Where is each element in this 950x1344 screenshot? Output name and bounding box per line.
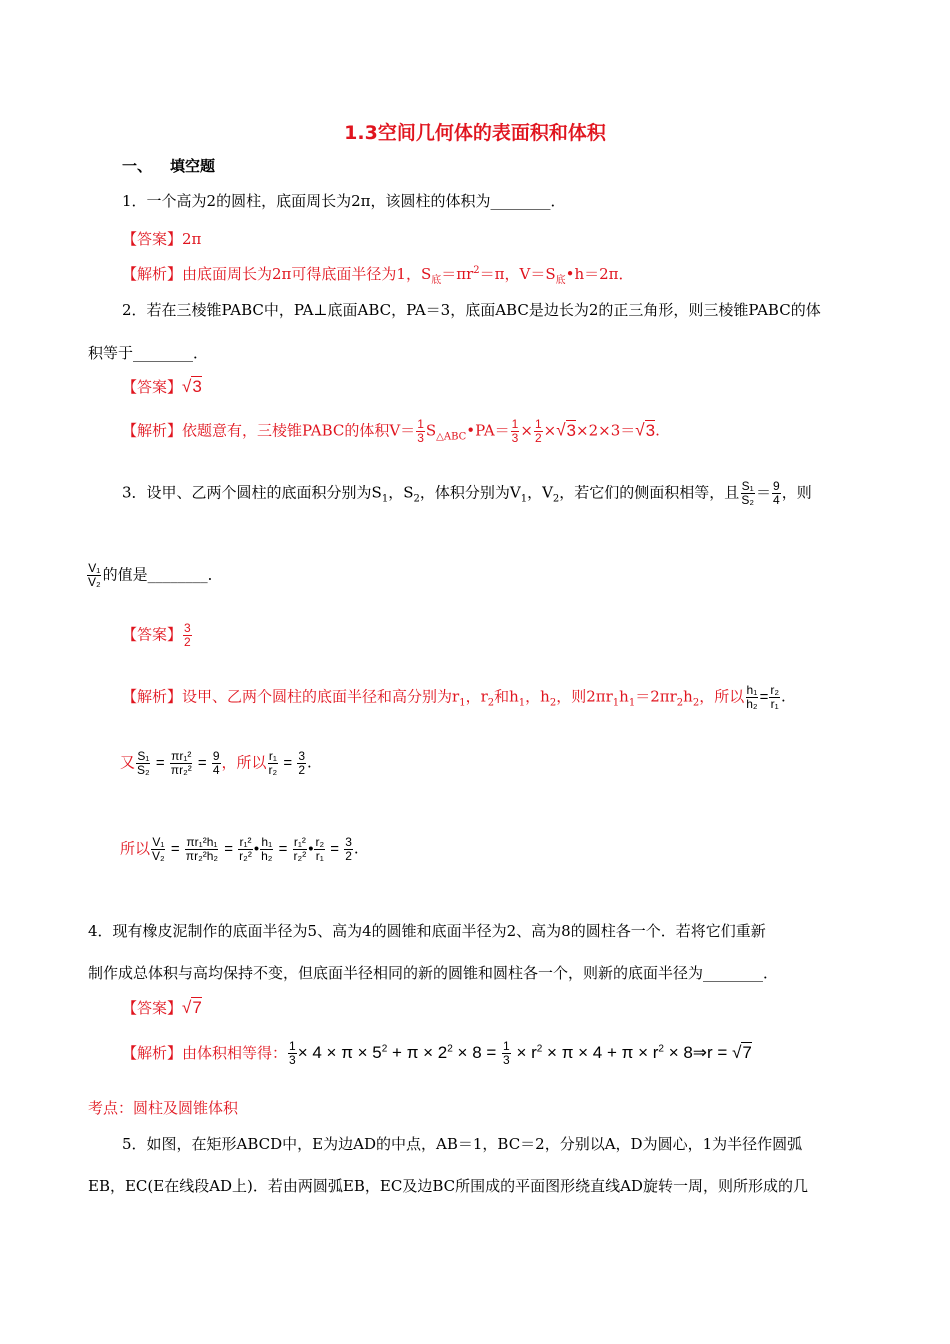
section-heading: 一、 填空题 xyxy=(122,157,216,175)
question-3-line2: $\frac{\text{V₁}}{\text{V₂}}$ 的值是________． xyxy=(88,561,223,589)
q3-analysis-line2: 又 $\frac{\text{S₁}}{\text{S₂}}$ = $\frac{\text{πr₁²}}{\text{πr₂²}}$ = $\frac{9}{4}$ ，所以 $\frac{\text{r₁}}{\text{r₂}}$ = $\frac{3}{2}$ . xyxy=(120,749,312,777)
question-2-line1: 2．若在三棱锥PABC中，PA⊥底面ABC，PA＝3，底面ABC是边长为2的正三角形，则三棱锥PABC的体 xyxy=(122,301,821,319)
question-5-line1: 5．如图，在矩形ABCD中，E为边AD的中点，AB＝1，BC＝2，分别以A，D为圆心，1为半径作圆弧 xyxy=(122,1135,803,1153)
q4-answer: 【答案】√7 xyxy=(122,998,202,1017)
question-3-line1: 3．设甲、乙两个圆柱的底面积分别为$S_1$，$S_2$，体积分别为$V_1$，$V_2$，若它们的侧面积相等，且 $\frac{\text{S₁}}{\text{S₂}}$ ＝ $\frac{9}{4}$ ，则 xyxy=(122,479,812,507)
question-5-line2: EB，EC(E在线段AD上)．若由两圆弧EB，EC及边BC所围成的平面图形绕直线AD旋转一周，则所形成的几 xyxy=(88,1177,808,1195)
question-4-line1: 4．现有橡皮泥制作的底面半径为5、高为4的圆锥和底面半径为2、高为8的圆柱各一个．若将它们重新 xyxy=(88,922,766,940)
page-title: 1.3空间几何体的表面积和体积 xyxy=(344,122,606,144)
q2-answer: 【答案】√3 xyxy=(122,377,202,396)
question-1: 1．一个高为2的圆柱，底面周长为2π，该圆柱的体积为________． xyxy=(122,192,566,210)
kaodian: 考点：圆柱及圆锥体积 xyxy=(88,1099,239,1117)
q1-answer: 【答案】2π xyxy=(122,230,202,248)
q3-answer: 【答案】 $\frac{3}{2}$ xyxy=(122,621,191,649)
q4-analysis: 【解析】由体积相等得： $\frac{1}{3}$ × $4 \times \pi \times 5^2 + \pi \times 2^2 \times 8$ = $\frac{1}{3}$ × $r^2 \times \pi \times 4 + \pi \times r^2$ × 8⇒r = √7 xyxy=(122,1039,752,1067)
q2-analysis: 【解析】依题意有，三棱锥PABC的体积V＝ $\frac{1}{3}$ $S_{\triangle ABC}•PA=$ $\frac{1}{3}$ × $\frac{1}{2}$ ×√3×2×3＝√3. xyxy=(122,417,660,445)
q3-analysis-line1: 【解析】设甲、乙两个圆柱的底面半径和高分别为$r_1$，$r_2$和$h_1$，$h_2$，则$2\pi r_1h_1=2\pi r_2h_2$，所以 $\frac{\text{h₁}}{\text{h₂}}$ = $\frac{\text{r₂}}{\text{r₁}}$ . xyxy=(122,683,786,711)
q3-analysis-line3: 所以 $\frac{\text{V₁}}{\text{V₂}}$ = $\frac{\text{πr₁²h₁}}{\text{πr₂²h₂}}$ = $\frac{\text{r₁²}}{\text{r₂²}}$ • $\frac{\text{h₁}}{\text{h₂}}$ = $\frac{\text{r₁²}}{\text{r₂²}}$ • $\frac{\text{r₂}}{\text{r₁}}$ = $\frac{3}{2}$ . xyxy=(120,835,359,863)
sqrt-symbol: √3 xyxy=(182,377,202,396)
question-4-line2: 制作成总体积与高均保持不变，但底面半径相同的新的圆锥和圆柱各一个，则新的底面半径为________． xyxy=(88,964,779,982)
q1-analysis: 【解析】由底面周长为2π可得底面半径为1，$S_底=\pi r^2=\pi$，$V=S_底•h=2\pi$． xyxy=(122,265,634,286)
question-2-line2: 积等于________． xyxy=(88,344,209,362)
